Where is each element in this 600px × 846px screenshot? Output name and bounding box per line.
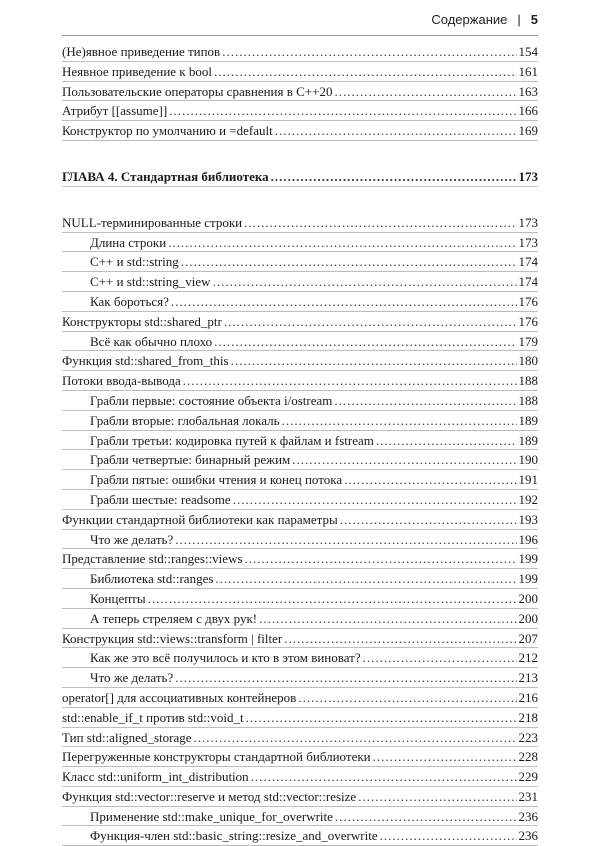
dot-leader (376, 431, 517, 451)
toc-entry-title: Функция-член std::basic_string::resize_and_overwrite (90, 828, 378, 844)
dot-leader (233, 490, 517, 510)
toc-entry[interactable] (62, 490, 538, 510)
dot-leader (275, 121, 517, 141)
toc-entry[interactable] (62, 62, 538, 82)
toc-entry-title: C++ и std::string (90, 254, 179, 270)
toc-main-section (62, 213, 538, 846)
dot-leader (224, 312, 517, 332)
dot-leader (380, 826, 517, 846)
toc-entry-page: 236 (518, 808, 538, 824)
toc-entry[interactable] (62, 233, 538, 253)
toc-entry[interactable] (62, 450, 538, 470)
dot-leader (282, 411, 517, 431)
toc-entry-title: Тип std::aligned_storage (62, 729, 192, 745)
toc-entry-title: Перегруженные конструкторы стандартной библиотеки (62, 749, 371, 765)
toc-entry-title: Пользовательские операторы сравнения в C++20 (62, 83, 333, 99)
toc-entry-title: Неявное приведение к bool (62, 63, 212, 79)
toc-entry[interactable] (62, 787, 538, 807)
toc-entry-page: 228 (518, 749, 538, 765)
dot-leader (168, 233, 516, 253)
toc-entry[interactable] (62, 292, 538, 312)
toc-entry-title: Что же делать? (90, 531, 174, 547)
toc-entry-title: NULL-терминированные строки (62, 214, 243, 230)
dot-leader (175, 668, 516, 688)
toc-entry-page: 223 (518, 729, 538, 745)
dot-leader (344, 470, 516, 490)
toc-entry-page: 212 (518, 650, 538, 666)
dot-leader (251, 767, 517, 787)
dot-leader (181, 252, 517, 272)
toc-entry-title: std::enable_if_t против std::void_t (62, 709, 244, 725)
toc-entry[interactable] (62, 767, 538, 787)
toc-entry-page: 154 (518, 44, 538, 59)
toc-entry[interactable] (62, 668, 538, 688)
toc-entry[interactable] (62, 411, 538, 431)
dot-leader (175, 530, 516, 550)
toc-entry-page: 173 (518, 214, 538, 230)
toc-entry-page: 199 (518, 571, 538, 587)
toc-entry[interactable] (62, 569, 538, 589)
dot-leader (244, 213, 516, 233)
toc-entry-page: 180 (518, 353, 538, 369)
dot-leader (334, 391, 516, 411)
header-separator: | (517, 12, 521, 27)
toc-entry-title: Всё как обычно плохо (90, 333, 213, 349)
toc-entry-page: 176 (518, 313, 538, 329)
toc-entry-title: Грабли шестые: readsome (90, 491, 231, 507)
toc-entry-title: Функции стандартной библиотеки как параметры (62, 511, 338, 527)
dot-leader (245, 549, 517, 569)
toc-entry[interactable] (62, 391, 538, 411)
toc-entry-title: Как же это всё получилось и кто в этом виноват? (90, 650, 361, 666)
toc-entry-title: Концепты (90, 590, 146, 606)
toc-entry-page: 216 (518, 689, 538, 705)
toc-entry-page: 189 (518, 432, 538, 448)
dot-leader (292, 450, 516, 470)
toc-entry[interactable] (62, 312, 538, 332)
toc-entry-title: Атрибут [[assume]] (62, 103, 168, 119)
header-section-title: Содержание (431, 12, 508, 27)
toc-entry-page: 174 (518, 254, 538, 270)
toc-entry[interactable] (62, 252, 538, 272)
toc-entry-page: 190 (518, 452, 538, 468)
dot-leader (214, 332, 516, 352)
toc-entry[interactable] (62, 688, 538, 708)
dot-leader (231, 351, 517, 371)
toc-entry-title: А теперь стреляем с двух рук! (90, 610, 258, 626)
dot-leader (148, 589, 517, 609)
toc-entry-page: 161 (518, 63, 538, 79)
toc-entry-page: 179 (518, 333, 538, 349)
dot-leader (284, 629, 516, 649)
toc-entry[interactable] (62, 510, 538, 530)
toc-entry-title: Грабли первые: состояние объекта i/ostream (90, 392, 333, 408)
chapter-title: ГЛАВА 4. Стандартная библиотека (62, 168, 269, 184)
header-rule (62, 35, 538, 36)
section-gap (62, 141, 538, 167)
toc-entry-title: Функция std::vector::reserve и метод std::vector::resize (62, 788, 357, 804)
dot-leader (271, 167, 517, 187)
toc-entry-page: 173 (518, 234, 538, 250)
toc-entry-title: Конструктор по умолчанию и =default (62, 123, 273, 139)
toc-entry-title: Как бороться? (90, 293, 169, 309)
toc-entry[interactable] (62, 213, 538, 233)
toc-entry-page: 200 (518, 610, 538, 626)
toc-entry-page: 207 (518, 630, 538, 646)
toc-entry-page: 188 (518, 392, 538, 408)
toc-entry[interactable] (62, 549, 538, 569)
toc-entry-page: 166 (518, 103, 538, 119)
dot-leader (373, 747, 517, 767)
toc-entry-title: Грабли третьи: кодировка путей к файлам и fstream (90, 432, 374, 448)
header-page-number: 5 (530, 12, 538, 27)
toc-entry[interactable] (62, 470, 538, 490)
toc-entry-title: Конструкторы std::shared_ptr (62, 313, 222, 329)
toc-entry-page: 199 (518, 551, 538, 567)
toc-entry-page: 189 (518, 412, 538, 428)
toc-entry-page: 236 (518, 828, 538, 844)
toc-entry-title: Что же делать? (90, 670, 174, 686)
toc-entry-page: 196 (518, 531, 538, 547)
toc-entry[interactable] (62, 101, 538, 121)
toc-entry-title: Грабли пятые: ошибки чтения и конец потока (90, 472, 343, 488)
toc-entry-page: 176 (518, 293, 538, 309)
toc-entry[interactable] (62, 121, 538, 141)
dot-leader (193, 728, 516, 748)
toc-entry[interactable] (62, 807, 538, 827)
toc-entry-title: Класс std::uniform_int_distribution (62, 769, 249, 785)
toc-entry-page: 218 (518, 709, 538, 725)
toc-entry-page: 229 (518, 769, 538, 785)
toc-entry[interactable] (62, 747, 538, 767)
toc-entry-page: 174 (518, 274, 538, 290)
toc-entry-title: Грабли вторые: глобальная локаль (90, 412, 280, 428)
dot-leader (171, 292, 517, 312)
toc-entry[interactable] (62, 629, 538, 649)
section-gap (62, 187, 538, 213)
toc-entry[interactable] (62, 272, 538, 292)
toc-entry-page: 163 (518, 83, 538, 99)
toc-entry[interactable] (62, 589, 538, 609)
chapter-heading[interactable] (62, 167, 538, 187)
toc-entry[interactable] (62, 351, 538, 371)
toc-entry-title: Грабли четвертые: бинарный режим (90, 452, 291, 468)
dot-leader (213, 272, 517, 292)
toc-entry[interactable] (62, 371, 538, 391)
toc-entry-title: operator[] для ассоциативных контейнеров (62, 689, 297, 705)
dot-leader (335, 807, 517, 827)
toc-entry-title: Применение std::make_unique_for_overwrite (90, 808, 333, 824)
toc-entry-title: Потоки ввода-вывода (62, 373, 181, 389)
toc-entry[interactable] (62, 42, 538, 62)
dot-leader (169, 101, 516, 121)
toc-entry[interactable] (62, 609, 538, 629)
toc-entry-page: 213 (518, 670, 538, 686)
toc-entry-page: 192 (518, 491, 538, 507)
toc-entry[interactable] (62, 826, 538, 846)
toc-entry[interactable] (62, 431, 538, 451)
dot-leader (183, 371, 517, 391)
toc-entry-page: 193 (518, 511, 538, 527)
toc-entry-page: 169 (518, 123, 538, 139)
toc-entry-title: Конструкция std::views::transform | filter (62, 630, 283, 646)
toc-entry-title: Длина строки (90, 234, 167, 250)
toc-entry-title: Функция std::shared_from_this (62, 353, 229, 369)
toc-entry-title: (Не)явное приведение типов (62, 44, 221, 59)
dot-leader (222, 42, 516, 62)
dot-leader (215, 569, 516, 589)
toc-entry[interactable] (62, 332, 538, 352)
toc-entry-title: Библиотека std::ranges (90, 571, 214, 587)
toc-entry-page: 200 (518, 590, 538, 606)
toc-entry[interactable] (62, 708, 538, 728)
dot-leader (298, 688, 516, 708)
running-header (431, 12, 538, 27)
toc-entry-page: 231 (518, 788, 538, 804)
dot-leader (334, 82, 516, 102)
toc-entry-title: Представление std::ranges::views (62, 551, 243, 567)
toc-entry[interactable] (62, 530, 538, 550)
table-of-contents (62, 42, 538, 846)
dot-leader (246, 708, 517, 728)
dot-leader (259, 609, 516, 629)
toc-entry-page: 188 (518, 373, 538, 389)
dot-leader (358, 787, 516, 807)
toc-entry-title: C++ и std::string_view (90, 274, 211, 290)
dot-leader (363, 648, 517, 668)
dot-leader (214, 62, 517, 82)
toc-top-section (62, 42, 538, 141)
toc-entry-page: 191 (518, 472, 538, 488)
toc-entry[interactable] (62, 82, 538, 102)
dot-leader (340, 510, 517, 530)
toc-entry[interactable] (62, 648, 538, 668)
toc-entry[interactable] (62, 728, 538, 748)
chapter-page: 173 (518, 168, 538, 184)
